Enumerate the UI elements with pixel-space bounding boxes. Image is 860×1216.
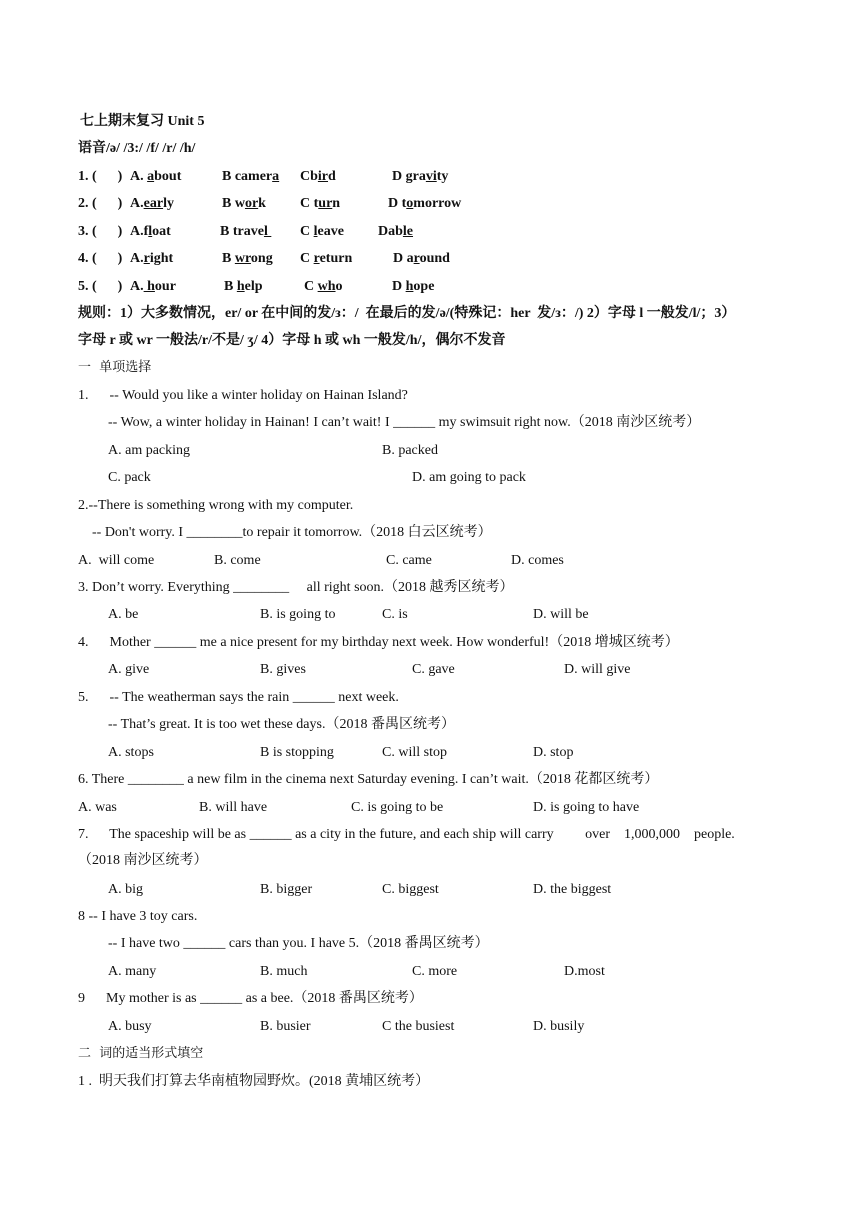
- pron-option-underlined-letters: or: [244, 196, 259, 211]
- q7-source: （2018 南沙区统考）: [78, 853, 208, 868]
- pron-option-prefix: D t: [388, 196, 407, 211]
- pron-option: [300, 168, 336, 186]
- pron-option-underlined-letters: a: [147, 169, 155, 184]
- q6-option-c: C. is going to be: [351, 800, 444, 815]
- q2-question: 2.--There is something wrong with my computer.: [78, 498, 354, 513]
- pron-option-prefix: B w: [222, 196, 245, 211]
- pron-option-underlined-letters: r: [143, 251, 150, 266]
- q7-option-c: C. biggest: [382, 882, 439, 897]
- q4-question: 4. Mother ______ me a nice present for my birthday next week. How wonderful!（2018 增城区统考）: [78, 635, 679, 650]
- pron-option: [392, 168, 448, 186]
- q1-option-a: A. am packing: [108, 443, 191, 458]
- q5-option-c: C. will stop: [382, 745, 447, 760]
- pron-option-prefix: A.: [130, 251, 144, 266]
- pron-option-underlined-letters: vi: [425, 169, 437, 184]
- pron-option-underlined-letters: h: [143, 279, 155, 294]
- pron-option-prefix: A.f: [130, 224, 149, 239]
- pron-option-prefix: B trave: [220, 224, 264, 239]
- q7-question: 7. The spaceship will be as ______ as a city in the future, and each ship will carry over 1,000,000 people.: [78, 827, 735, 842]
- q3-option-b: B. is going to: [260, 607, 336, 622]
- rules-line-2: 字母 r 或 wr 一般法/r/不是/ ʒ/ 4）字母 h 或 wh 一般发/h/，偶尔不发音: [78, 333, 506, 348]
- pron-option-suffix: d: [328, 169, 336, 184]
- pron-option: [222, 168, 279, 186]
- pron-option-underlined-letters: le: [402, 224, 414, 239]
- pron-option-suffix: ope: [413, 279, 435, 294]
- pron-option: [393, 250, 450, 268]
- pron-option-suffix: o: [335, 279, 343, 294]
- section-2-title: 二 词的适当形式填空: [78, 1046, 204, 1061]
- q6-option-d: D. is going to have: [533, 800, 640, 815]
- rules-line-1: 规则：1）大多数情况，er/ or 在中间的发/з：/ 在最后的发/ə/(特殊记：her 发/з：/) 2）字母 l 一般发/l/；3）: [78, 306, 736, 321]
- q5-option-b: B is stopping: [260, 745, 334, 760]
- pron-option-prefix: C: [300, 251, 314, 266]
- pron-option-underlined-letters: l: [313, 224, 318, 239]
- q5-reply: -- That’s great. It is too wet these days.（2018 番禺区统考）: [108, 717, 455, 732]
- pron-option-prefix: D: [392, 279, 406, 294]
- pron-option-prefix: B: [224, 279, 237, 294]
- pron-option-suffix: ong: [250, 251, 273, 266]
- pron-option: [130, 278, 176, 296]
- pron-option-suffix: morrow: [413, 196, 462, 211]
- q1-reply: -- Wow, a winter holiday in Hainan! I can’t wait! I ______ my swimsuit right now.（2018 南沙区统考）: [108, 415, 701, 430]
- q8-option-d: D.most: [564, 964, 605, 979]
- q5-question: 5. -- The weatherman says the rain ______ next week.: [78, 690, 399, 705]
- q8-question: 8 -- I have 3 toy cars.: [78, 909, 198, 924]
- q7-option-b: B. bigger: [260, 882, 313, 897]
- q9-option-c: C the busiest: [382, 1019, 455, 1034]
- pron-option-underlined-letters: wr: [234, 251, 251, 266]
- phonetics-heading: 语音/ə/ /3:/ /f/ /r/ /h/: [78, 141, 196, 156]
- q1-question: 1. -- Would you like a winter holiday on Hainan Island?: [78, 388, 408, 403]
- pron-option-underlined-letters: h: [236, 279, 245, 294]
- q7-option-a: A. big: [108, 882, 143, 897]
- q7-option-d: D. the biggest: [533, 882, 612, 897]
- q8-option-c: C. more: [412, 964, 458, 979]
- q4-option-a: A. give: [108, 662, 150, 677]
- pron-option-underlined-letters: ur: [318, 196, 333, 211]
- pron-option-suffix: k: [258, 196, 266, 211]
- q3-question: 3. Don’t worry. Everything ________ all right soon.（2018 越秀区统考）: [78, 580, 514, 595]
- q3-option-d: D. will be: [533, 607, 589, 622]
- q9-option-a: A. busy: [108, 1019, 152, 1034]
- q3-option-a: A. be: [108, 607, 139, 622]
- pron-option-suffix: ound: [419, 251, 450, 266]
- pron-option: [222, 195, 266, 213]
- pron-option-prefix: A.: [130, 196, 144, 211]
- pron-option-prefix: D gra: [392, 169, 426, 184]
- pron-option-underlined-letters: h: [405, 279, 414, 294]
- pron-option-suffix: oat: [152, 224, 171, 239]
- pron-option: [222, 250, 273, 268]
- pron-option-prefix: A.: [130, 169, 148, 184]
- pron-option: [130, 168, 181, 186]
- pron-option-suffix: eturn: [319, 251, 353, 266]
- pron-option-prefix: A.: [130, 279, 144, 294]
- pron-option: [224, 278, 263, 296]
- pron-option-underlined-letters: o: [406, 196, 414, 211]
- q9-question: 9 My mother is as ______ as a bee.（2018 番禺区统考）: [78, 991, 423, 1006]
- q1-option-b: B. packed: [382, 443, 438, 458]
- q2-option-b: B. come: [214, 553, 261, 568]
- pron-option-prefix: C: [304, 279, 318, 294]
- q2-option-a: A. will come: [78, 553, 155, 568]
- pron-option: [130, 195, 174, 213]
- q9-option-d: D. busily: [533, 1019, 585, 1034]
- q1-option-d: D. am going to pack: [412, 470, 526, 485]
- pron-item-number: 5. ( ): [78, 279, 123, 294]
- q6-option-a: A. was: [78, 800, 117, 815]
- pron-option-suffix: n: [332, 196, 341, 211]
- q4-option-c: C. gave: [412, 662, 455, 677]
- pron-option: [392, 278, 434, 296]
- pron-option-underlined-letters: ir: [317, 169, 329, 184]
- q5-option-a: A. stops: [108, 745, 154, 760]
- pron-option: [300, 195, 340, 213]
- pron-option: [130, 250, 173, 268]
- pron-option-prefix: D a: [393, 251, 414, 266]
- fill-question-1: 1 . 明天我们打算去华南植物园野炊。(2018 黄埔区统考）: [78, 1074, 430, 1089]
- q6-option-b: B. will have: [199, 800, 268, 815]
- pron-item-number: 1. ( ): [78, 169, 123, 184]
- pron-option-prefix: C t: [300, 196, 319, 211]
- q1-option-c: C. pack: [108, 470, 151, 485]
- pron-option: [300, 223, 344, 241]
- pron-option-suffix: bout: [154, 169, 182, 184]
- pron-option-underlined-letters: ear: [143, 196, 164, 211]
- pron-option-suffix: ight: [149, 251, 174, 266]
- pron-option: [304, 278, 343, 296]
- pron-option: [388, 195, 461, 213]
- q4-option-b: B. gives: [260, 662, 306, 677]
- pron-item-number: 2. ( ): [78, 196, 123, 211]
- worksheet-title: 七上期末复习 Unit 5: [80, 114, 205, 129]
- pron-option-underlined-letters: r: [413, 251, 420, 266]
- pron-option-underlined-letters: a: [272, 169, 280, 184]
- pron-item-number: 3. ( ): [78, 224, 123, 239]
- q2-option-c: C. came: [386, 553, 432, 568]
- pron-option-suffix: elp: [244, 279, 263, 294]
- q2-reply: -- Don't worry. I ________to repair it tomorrow.（2018 白云区统考）: [92, 525, 492, 540]
- pron-option-underlined-letters: r: [313, 251, 320, 266]
- pron-option-prefix: Cb: [300, 169, 318, 184]
- q5-option-d: D. stop: [533, 745, 574, 760]
- pron-option: [300, 250, 352, 268]
- pron-option-suffix: ty: [436, 169, 449, 184]
- q8-option-b: B. much: [260, 964, 308, 979]
- pron-item-number: 4. ( ): [78, 251, 123, 266]
- pron-option-prefix: B: [222, 251, 235, 266]
- pron-option-prefix: B camer: [222, 169, 273, 184]
- pron-option-underlined-letters: l: [263, 224, 272, 239]
- q4-option-d: D. will give: [564, 662, 631, 677]
- q8-reply: -- I have two ______ cars than you. I have 5.（2018 番禺区统考）: [108, 936, 489, 951]
- pron-option: [378, 223, 413, 241]
- pron-option-suffix: our: [154, 279, 176, 294]
- pron-option-underlined-letters: l: [148, 224, 153, 239]
- pron-option-suffix: ly: [163, 196, 174, 211]
- q8-option-a: A. many: [108, 964, 157, 979]
- pron-option: [130, 223, 171, 241]
- section-1-title: 一 单项选择: [78, 360, 152, 375]
- q9-option-b: B. busier: [260, 1019, 311, 1034]
- q6-question: 6. There ________ a new film in the cinema next Saturday evening. I can’t wait.（2018 花都区统考）: [78, 772, 659, 787]
- pron-option: [220, 223, 271, 241]
- pron-option-suffix: eave: [317, 224, 344, 239]
- pron-option-prefix: Dab: [378, 224, 403, 239]
- pron-option-underlined-letters: wh: [317, 279, 336, 294]
- q3-option-c: C. is: [382, 607, 408, 622]
- pron-option-prefix: C: [300, 224, 314, 239]
- q2-option-d: D. comes: [511, 553, 564, 568]
